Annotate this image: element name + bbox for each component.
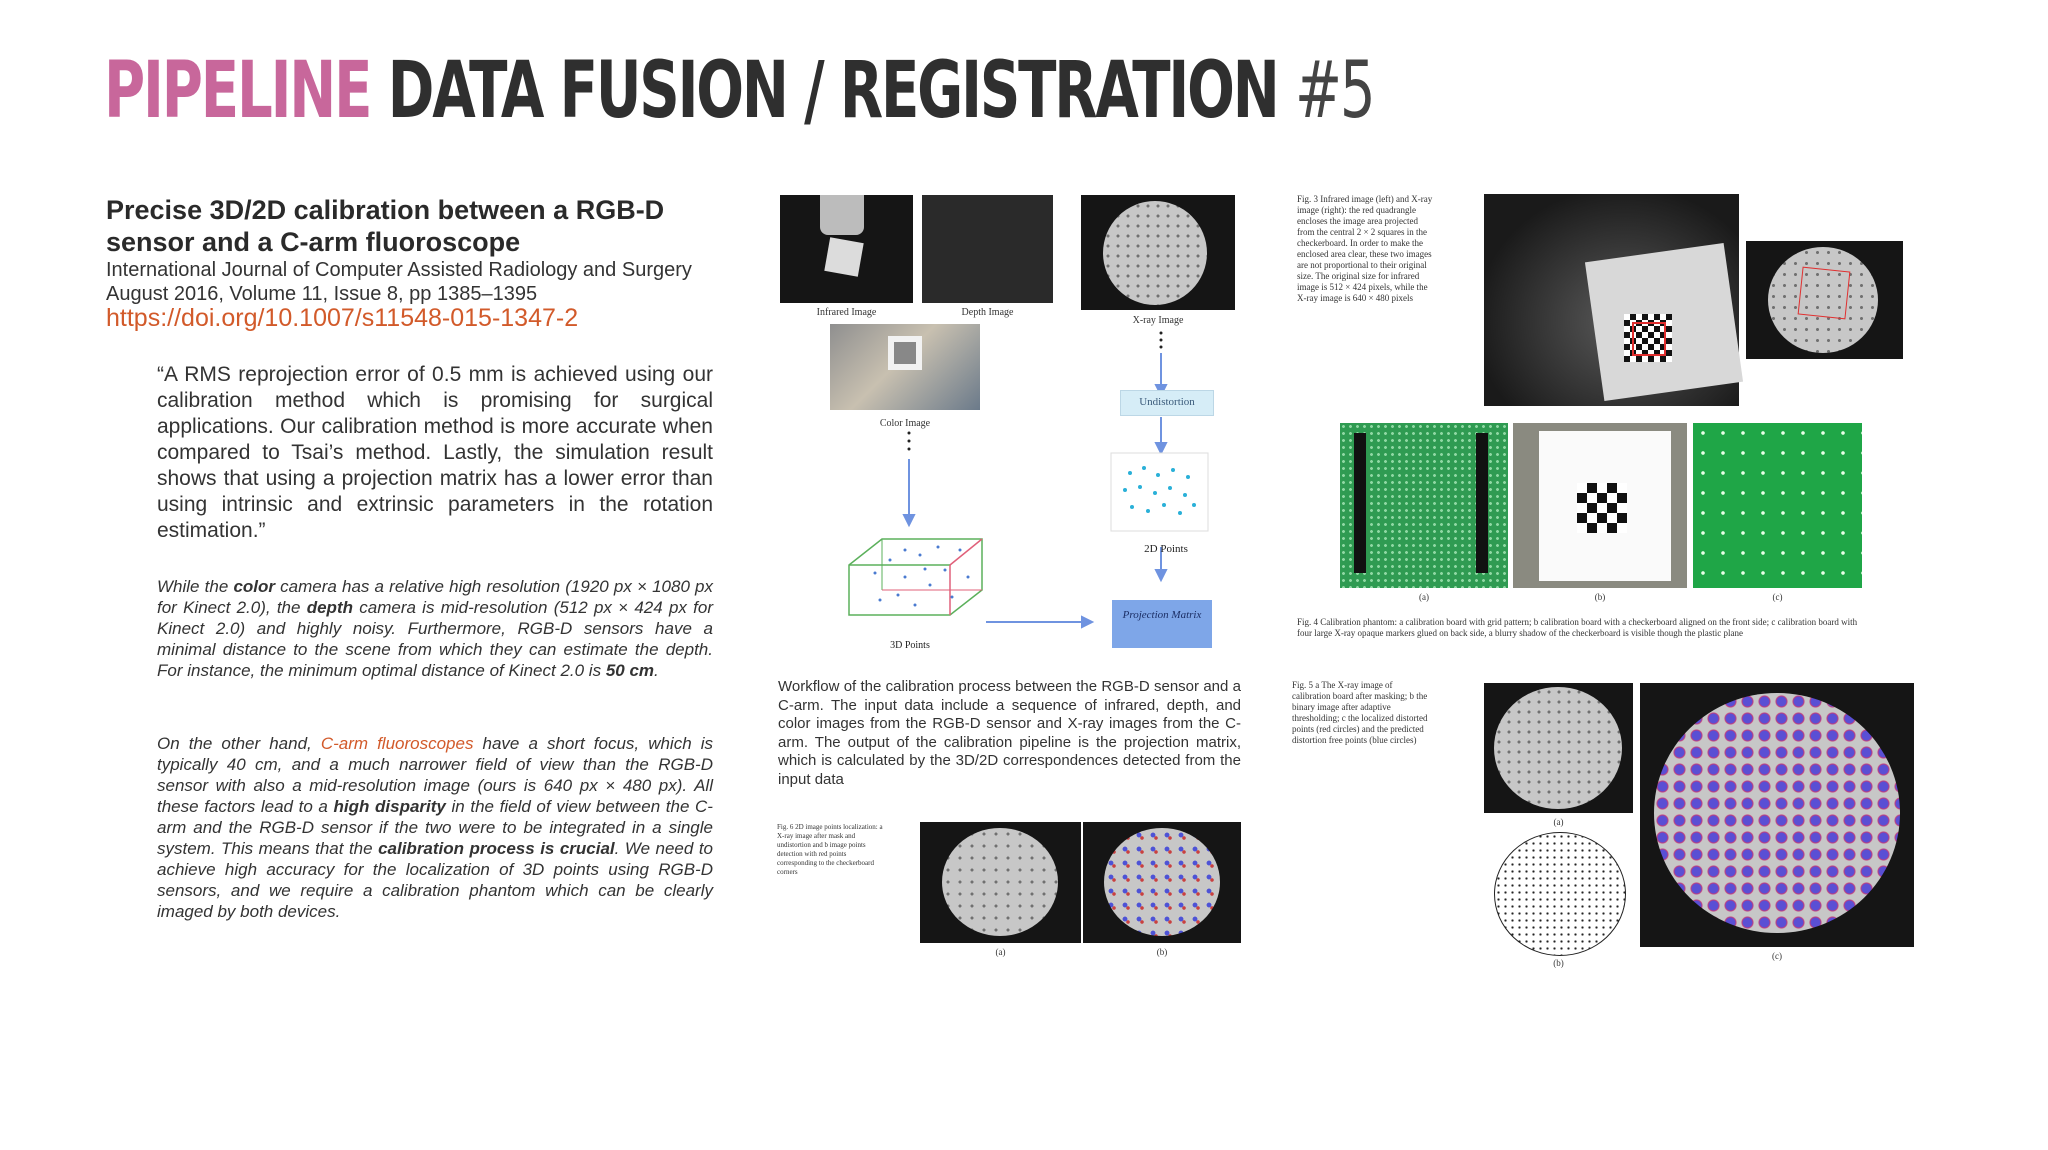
journal-info — [106, 258, 746, 306]
doi-link[interactable]: https://doi.org/10.1007/s11548-015-1347-2 — [106, 304, 579, 332]
title-main: DATA FUSION / REGISTRATION — [387, 46, 1278, 136]
text: camera is mid-resolution (512 px × 424 px for Kinect 2.0) and highly noisy. Furthermore, RGB-D sensors have a minimal distance to the scene from which they can estimate the depth. For instance, the minimum optimal distance of Kinect 2.0 is — [157, 598, 713, 680]
paper-title: Precise 3D/2D calibration between a RGB-D sensor and a C-arm fluoroscope — [106, 195, 665, 257]
fig4a-image — [1340, 423, 1508, 588]
highlight-text: C-arm fluoroscopes — [320, 734, 474, 753]
fig5c-label: (c) — [1772, 951, 1782, 961]
xray-image — [1081, 195, 1235, 310]
text: . — [654, 661, 659, 680]
fig5-caption: Fig. 5 a The X-ray image of calibration board after masking; b the binary image after adaptive thresholding; c the localized distorted points (red circles) and the predicted distortion free points (blue circles) — [1292, 680, 1428, 745]
fig5a-image — [1484, 683, 1633, 813]
paragraph-carm — [157, 733, 713, 922]
undistortion-box — [1120, 390, 1214, 416]
fig5b-image — [1494, 832, 1626, 956]
points2d-label: 2D Points — [1144, 543, 1188, 555]
fig6a-label: (a) — [995, 947, 1006, 957]
journal-name: International Journal of Computer Assisted Radiology and Surgery — [106, 259, 692, 281]
bold-text: depth — [306, 598, 353, 617]
depth-image — [922, 195, 1053, 303]
fig5b-label: (b) — [1553, 958, 1564, 968]
fig4c-image — [1693, 423, 1862, 588]
bold-text: high disparity — [333, 797, 446, 816]
bold-text: 50 cm — [605, 661, 655, 680]
cube-points — [874, 546, 970, 607]
fig3-infrared-image — [1484, 194, 1739, 406]
undistortion-label: Undistortion — [1139, 396, 1195, 408]
fig3-xray-image — [1746, 241, 1903, 359]
bold-text: color — [233, 577, 276, 596]
text: While the — [157, 577, 234, 596]
fig5c-image — [1640, 683, 1914, 947]
slide-title — [104, 46, 1373, 136]
fig4-caption: Fig. 4 Calibration phantom: a calibration board with grid pattern; b calibration board with a checkerboard aligned on the front side; c calibration board with four large X-ray opaque markers glued on back side, a blurry shadow of the checkerboard is visible though the plastic plane — [1297, 617, 1858, 638]
fig5a-label: (a) — [1553, 817, 1564, 827]
fig4a-label: (a) — [1419, 592, 1429, 602]
title-number: #5 — [1294, 46, 1374, 136]
points3d-label: 3D Points — [890, 640, 930, 651]
projection-label: Projection Matrix — [1122, 609, 1202, 621]
text: in the field of view between the C-arm and the RGB-D sensor if the two were to be integrated in a single system. This means that the — [157, 797, 713, 858]
color-label: Color Image — [879, 418, 931, 429]
text: have a short focus, which is typically 40 cm, and a much narrower field of view than the RGB-D sensor with also a mid-resolution image (ours is 640 px × 480 px). All these factors lead to a — [157, 734, 713, 816]
fig4b-image — [1513, 423, 1687, 588]
text: . We need to achieve high accuracy for the localization of 3D points using RGB-D sensors, and we require a calibration phantom which can be clearly imaged by both devices. — [157, 839, 713, 921]
title-accent: PIPELINE — [104, 46, 371, 136]
points-2d-box — [1111, 453, 1208, 531]
fig6b-label: (b) — [1156, 947, 1168, 957]
text: camera has a relative high resolution (1920 px × 1080 px for Kinect 2.0), the — [157, 577, 714, 617]
infrared-image — [780, 195, 913, 303]
workflow-caption: Workflow of the calibration process between the RGB-D sensor and a C-arm. The input data include a sequence of infrared, depth, and color images from the RGB-D sensor and X-ray images from the C-arm. The output of the calibration pipeline is the projection matrix, which is calculated by the 3D/2D correspondences detected from the input data — [778, 678, 1241, 788]
fig6-caption: Fig. 6 2D image points localization: a X-ray image after mask and undistortion and b image points detection with red points corresponding to the checkerboard corners — [777, 823, 883, 876]
fig4b-label: (b) — [1594, 592, 1606, 602]
fig6b-image — [1083, 822, 1241, 943]
fig4c-label: (c) — [1772, 592, 1783, 602]
fig3-caption: Fig. 3 Infrared image (left) and X-ray image (right): the red quadrangle encloses the image area projected from the central 2 × 2 squares in the checkerboard. In order to make the enclosed area clear, these two images are not proportional to their original size. The original size for infrared image is 512 × 424 pixels, while the X-ray image is 640 × 480 pixels — [1297, 194, 1433, 303]
depth-label: Depth Image — [961, 307, 1014, 318]
projection-box — [1112, 600, 1212, 648]
text: On the other hand, — [157, 734, 321, 753]
xray-label: X-ray Image — [1132, 315, 1184, 326]
infrared-label: Infrared Image — [816, 307, 877, 318]
fig6a-image — [920, 822, 1081, 943]
journal-issue: August 2016, Volume 11, Issue 8, pp 1385–1395 — [106, 283, 538, 305]
paper-quote: “A RMS reprojection error of 0.5 mm is achieved using our calibration method which is promising for surgical applications. Our calibration method is more accurate when compared to Tsai’s method. Lastly, the simulation result shows that using a projection matrix has a lower error than using intrinsic and extrinsic parameters in the rotation estimation.” — [157, 363, 713, 542]
bold-text: calibration process is crucial — [378, 839, 615, 858]
paragraph-depth — [157, 576, 713, 681]
